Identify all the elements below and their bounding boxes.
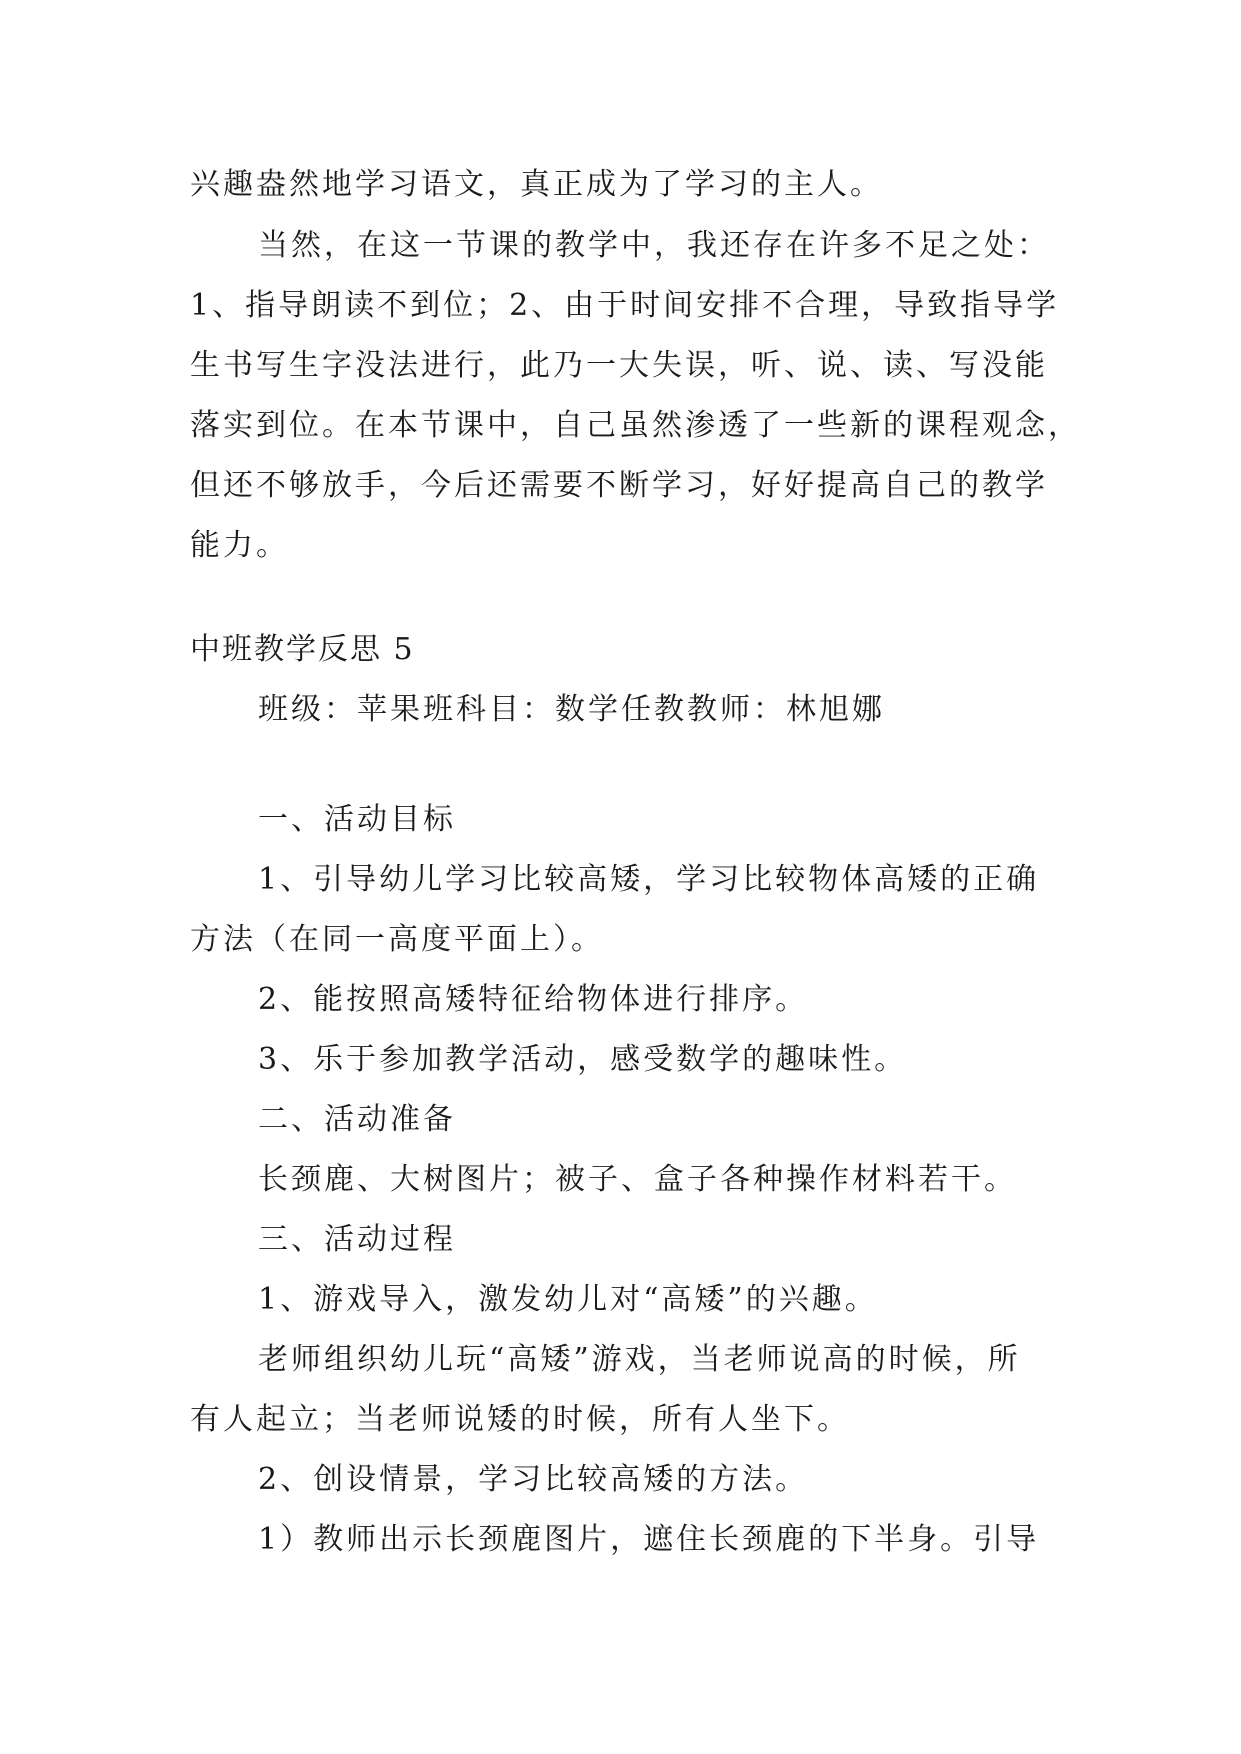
- paragraph-line: 能力。: [190, 528, 289, 563]
- paragraph-line: 落实到位。在本节课中，自己虽然渗透了一些新的课程观念，: [190, 408, 1081, 443]
- body-line: 方法（在同一高度平面上）。: [190, 922, 604, 957]
- body-line: 1、引导幼儿学习比较高矮，学习比较物体高矮的正确: [258, 862, 1040, 897]
- body-line: 有人起立；当老师说矮的时候，所有人坐下。: [190, 1402, 850, 1437]
- body-line: 一、活动目标: [258, 802, 456, 837]
- body-line: 1）教师出示长颈鹿图片，遮住长颈鹿的下半身。引导: [258, 1522, 1040, 1557]
- body-line: 2、创设情景，学习比较高矮的方法。: [258, 1462, 809, 1497]
- body-line: 长颈鹿、大树图片；被子、盒子各种操作材料若干。: [258, 1162, 1017, 1197]
- paragraph-line: 当然，在这一节课的教学中，我还存在许多不足之处：: [258, 228, 1050, 263]
- body-line: 1、游戏导入，激发幼儿对“高矮”的兴趣。: [258, 1282, 878, 1317]
- body-line: 老师组织幼儿玩“高矮”游戏，当老师说高的时候，所: [258, 1342, 1021, 1377]
- body-line: 三、活动过程: [258, 1222, 456, 1257]
- section-title: 中班教学反思 5: [190, 632, 415, 667]
- body-line: 2、能按照高矮特征给物体进行排序。: [258, 982, 809, 1017]
- paragraph-line: 兴趣盎然地学习语文，真正成为了学习的主人。: [190, 167, 883, 202]
- class-info: 班级：苹果班科目：数学任教教师：林旭娜: [258, 692, 885, 727]
- paragraph-line: 生书写生字没法进行，此乃一大失误，听、说、读、写没能: [190, 348, 1048, 383]
- body-line: 3、乐于参加教学活动，感受数学的趣味性。: [258, 1042, 908, 1077]
- paragraph-line: 1、指导朗读不到位；2、由于时间安排不合理，导致指导学: [190, 288, 1060, 323]
- body-line: 二、活动准备: [258, 1102, 456, 1137]
- paragraph-line: 但还不够放手，今后还需要不断学习，好好提高自己的教学: [190, 468, 1048, 503]
